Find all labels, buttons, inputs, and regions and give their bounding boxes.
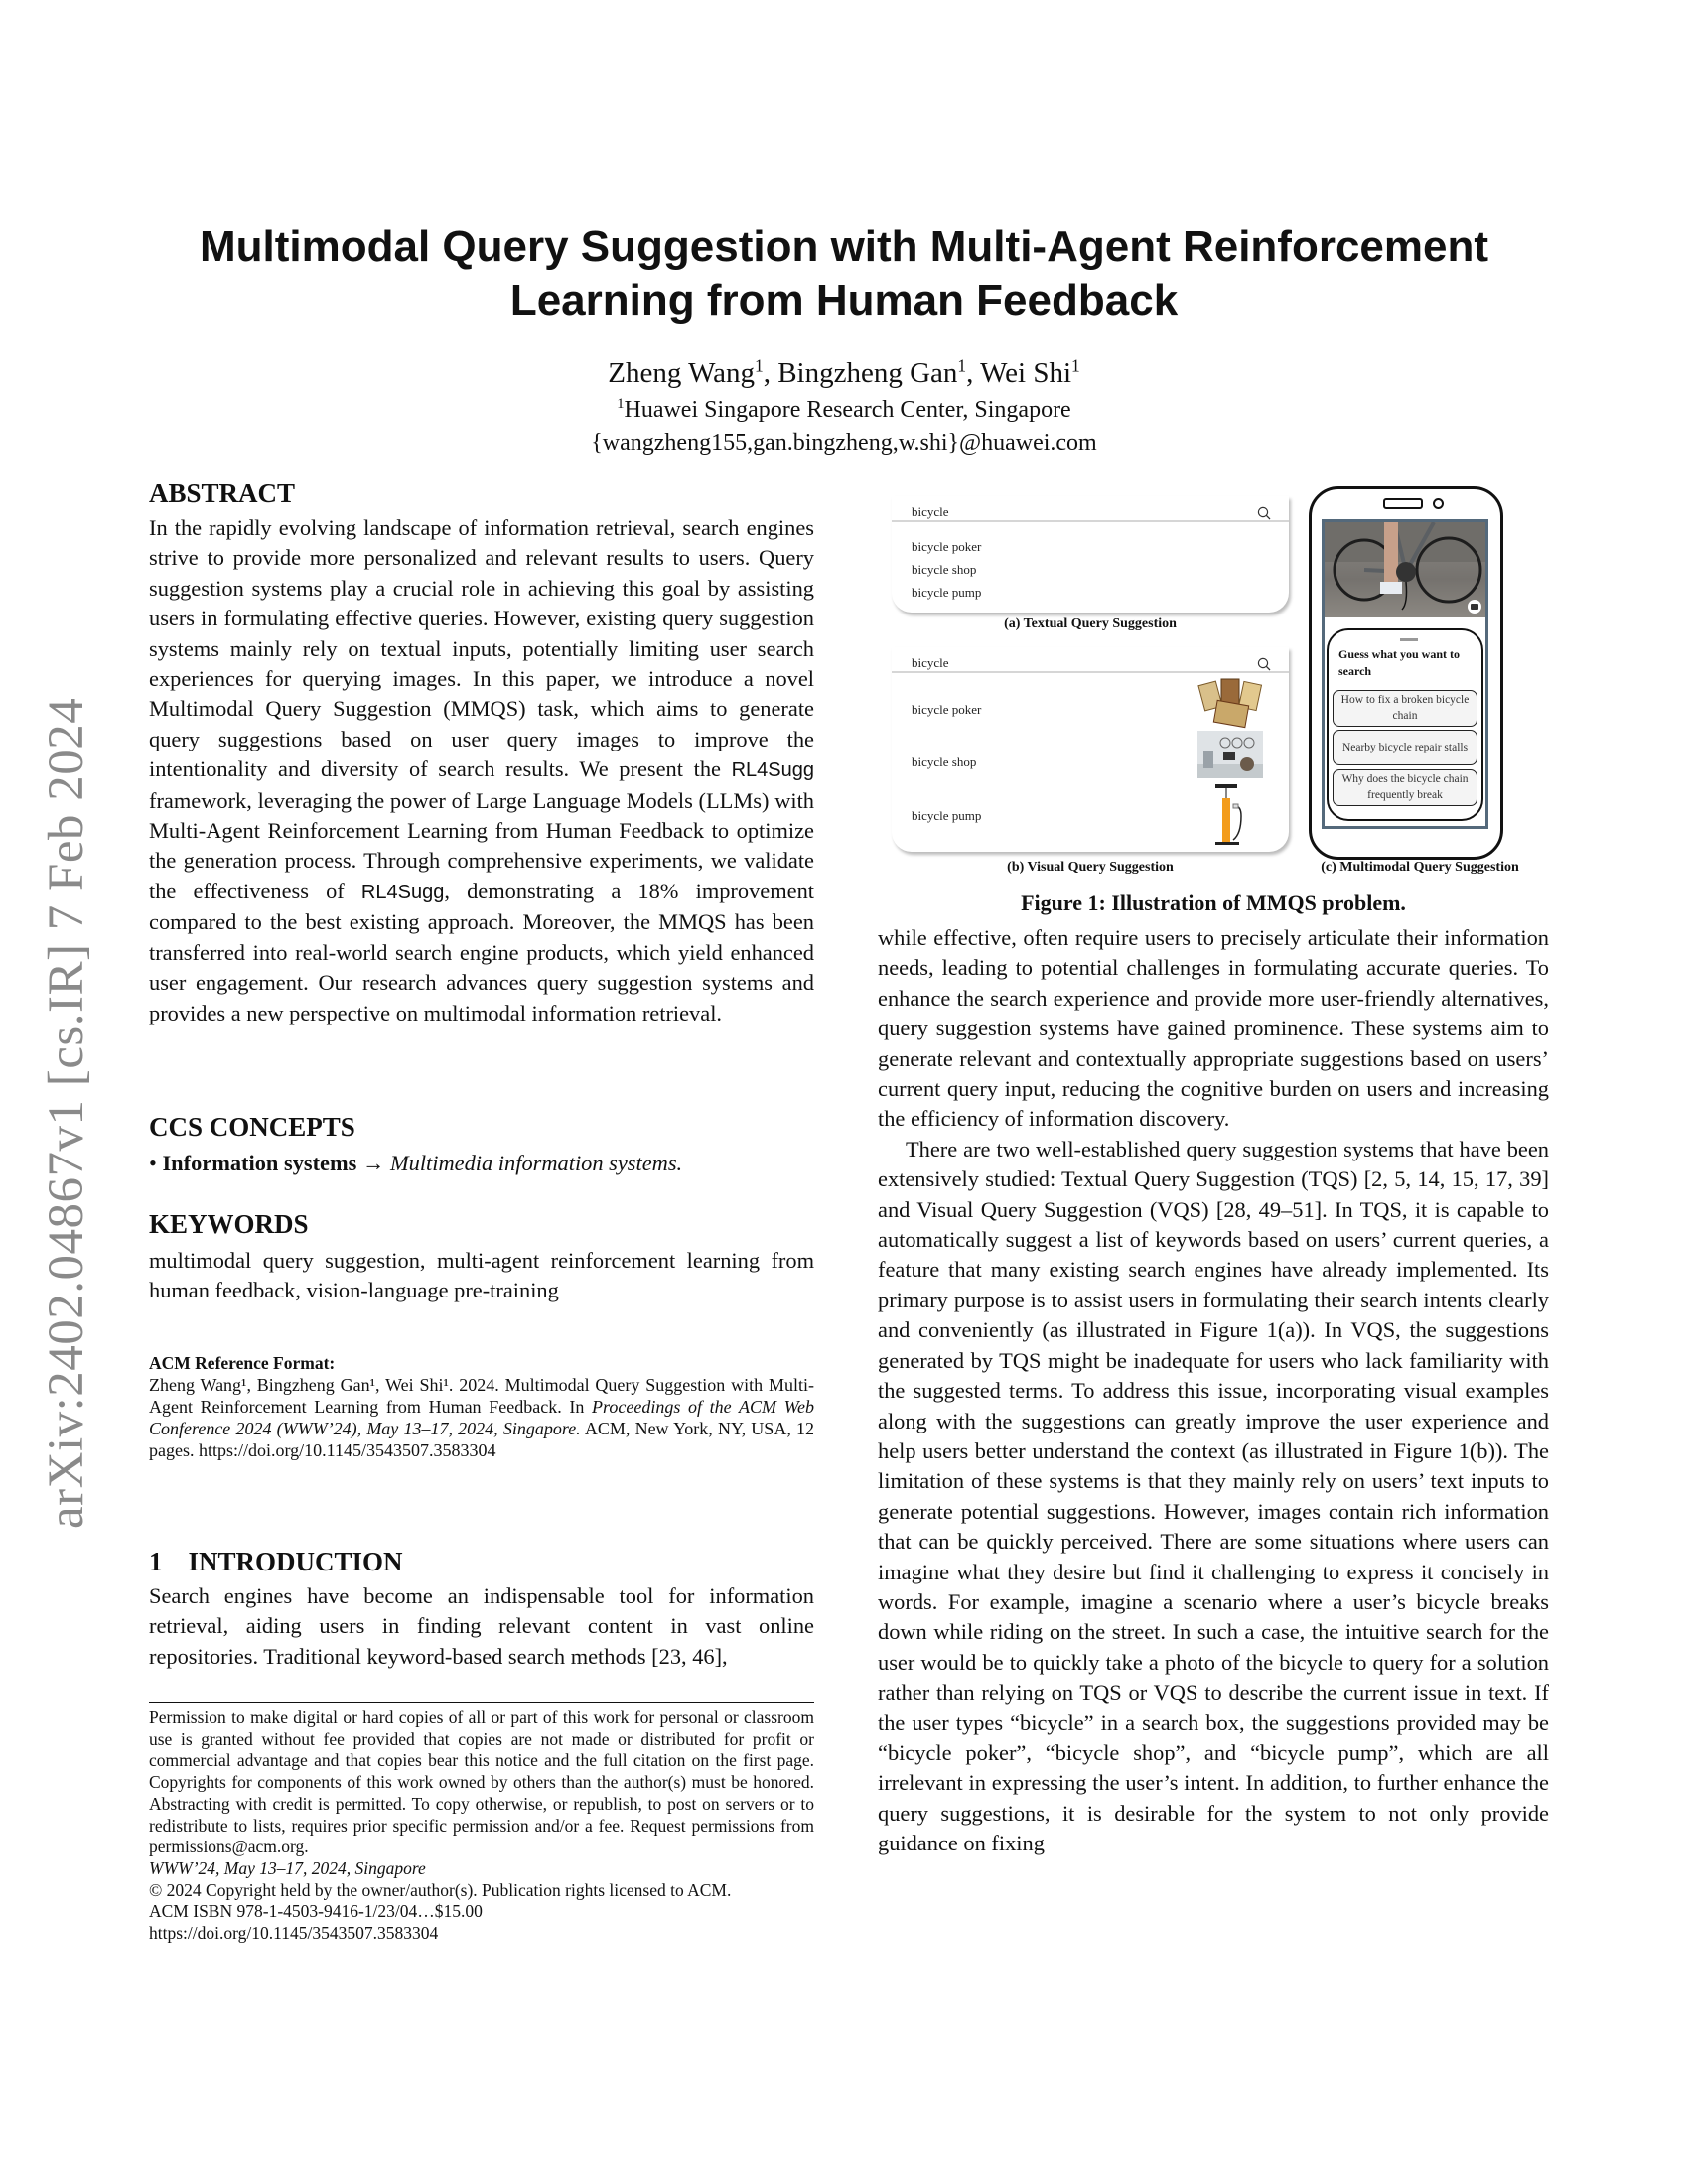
suggestion-item[interactable]: bicycle pump [912, 808, 982, 823]
footnote-isbn: ACM ISBN 978-1-4503-9416-1/23/04…$15.00 [149, 1901, 483, 1922]
paper-title [139, 220, 1549, 328]
visual-query-panel [892, 647, 1289, 852]
author-name: Zheng Wang [608, 357, 755, 389]
introduction-section [149, 1547, 814, 1672]
ccs-concept: • Information systems → Multimedia information systems. [149, 1151, 683, 1175]
phone-camera [1433, 498, 1444, 509]
phone-mockup [1309, 486, 1503, 860]
figure-caption: Figure 1: Illustration of MMQS problem. [1021, 890, 1406, 915]
drag-handle[interactable] [1400, 638, 1418, 641]
introduction-text-right: while effective, often require users to precisely articulate their information needs, leading to potential challenges in formulating accurate queries. To enhance the search experience and provide more user-friendly alternatives, query suggestion systems have gained prominence. These systems aim to generate relevant and contextually appropriate suggestions based on users’ current query input, reducing the cognitive burden on users and increasing the efficiency of information discovery. [878, 925, 1549, 1132]
phone-speaker [1383, 498, 1423, 509]
introduction-heading: 1 INTRODUCTION [149, 1547, 403, 1576]
author-list: Zheng Wang$^1$, Bingzheng Gan$^1$, Wei Shi$^1$ [608, 355, 1080, 389]
playing-cards-thumbnail [1197, 677, 1263, 729]
suggestion-item[interactable]: bicycle poker [912, 539, 982, 554]
author-name: Wei Shi [980, 357, 1072, 389]
author-emails: {wangzheng155,gan.bingzheng,w.shi}@huawei.com [591, 430, 1097, 456]
sheet-prompt: Guess what you want to search [1338, 647, 1461, 678]
bike-pump-thumbnail [1197, 782, 1263, 848]
suggestion-item[interactable]: bicycle shop [912, 562, 977, 577]
bike-shop-thumbnail [1197, 731, 1263, 778]
search-bar[interactable] [892, 496, 1289, 522]
abstract-section [149, 478, 814, 1028]
suggestion-chip[interactable]: Why does the bicycle chain frequently break [1333, 769, 1477, 806]
ccs-heading: CCS CONCEPTS [149, 1112, 355, 1142]
introduction-paragraph-2: There are two well-established query suggestion systems that have been extensively studied: Textual Query Suggestion (TQS) [2, 5, 14, 15, 17, 39] and Visual Query Suggestion (VQS) [28, 49–51]. In TQS, it is capable to automatically suggest a list of keywords based on users’ current queries, a feature that many existing search engines have already implemented. Its primary purpose is to assist users in formulating their search intents clearly and conveniently (as illustrated in Figure 1(a)). In VQS, the suggestions generated by TQS might be inadequate for users who lack familiarity with the suggested terms. To address this issue, incorporating visual examples along with the suggestions can greatly improve the user experience and help users better understand the context (as illustrated in Figure 1(b)). The limitation of these systems is that they mainly rely on users’ text inputs to generate potential suggestions. However, images contain rich information that can be quickly perceived. There are some situations where users can imagine what they desire but find it challenging to express it concisely in words. For example, imagine a scenario where a user’s bicycle breaks down while riding on the street. In such a case, the intuitive search for the user would be to quickly take a photo of the bicycle to query for a solution rather than relying on TQS or VQS to describe the current issue in text. If the user types “bicycle” in a search box, the suggestions provided may be “bicycle poker”, “bicycle shop”, and “bicycle pump”, which are all irrelevant in expressing the user’s intent. In addition, to further enhance the query suggestions, it is desirable for the system to not only provide guidance on fixing [878, 1136, 1549, 1856]
search-icon[interactable] [1257, 506, 1271, 520]
suggestion-item[interactable]: bicycle shop [912, 754, 977, 769]
keywords-text: multimodal query suggestion, multi-agent reinforcement learning from human feedback, vision-language pre-training [149, 1248, 814, 1303]
panel-a-caption: (a) Textual Query Suggestion [1004, 616, 1177, 631]
permission-text: Permission to make digital or hard copies of all or part of this work for personal or classroom use is granted without fee provided that copies are not made or distributed for profit or commercial advantage and that copies bear this notice and the full citation on the first page. Copyrights for components of this work owned by others than the author(s) must be honored. Abstracting with credit is permitted. To copy otherwise, or republish, to post on servers or to redistribute to lists, requires prior specific permission and/or a fee. Request permissions from permissions@acm.org. [149, 1707, 814, 1857]
permission-footnote [149, 1707, 814, 1945]
textual-query-panel [892, 496, 1289, 613]
introduction-text-left: Search engines have become an indispensable tool for information retrieval, aiding users in finding relevant content in vast online repositories. Traditional keyword-based search methods [23, 46], [149, 1583, 814, 1669]
abstract-heading: ABSTRACT [149, 478, 296, 508]
suggestion-item[interactable]: bicycle poker [912, 702, 982, 717]
bicycle-photo [1325, 522, 1485, 617]
footnote-divider [149, 1702, 814, 1703]
title-line-2: Learning from Human Feedback [509, 276, 1179, 325]
suggestion-chip[interactable]: Nearby bicycle repair stalls [1333, 730, 1477, 765]
author-name: Bingzheng Gan [777, 357, 958, 389]
acm-reference-text: Zheng Wang¹, Bingzheng Gan¹, Wei Shi¹. 2024. Multimodal Query Suggestion with Multi-Agent Reinforcement Learning from Human Feedback. In Proceedings of the ACM Web Conference 2024 (WWW’24), May 13–17, 2024, Singapore. ACM, New York, NY, USA, 12 pages. https://doi.org/10.1145/3543507.3583304 [149, 1375, 815, 1460]
keywords-heading: KEYWORDS [149, 1209, 309, 1239]
affiliation: $^1$Huawei Singapore Research Center, Singapore [617, 396, 1071, 423]
suggestion-item[interactable]: bicycle pump [912, 585, 982, 600]
footnote-doi[interactable]: https://doi.org/10.1145/3543507.3583304 [149, 1923, 439, 1944]
acm-reference [149, 1352, 814, 1461]
search-query: bicycle [912, 504, 949, 519]
abstract-text: In the rapidly evolving landscape of information retrieval, search engines strive to provide more personalized and relevant results to users. Query suggestion systems play a crucial role in achieving this goal by assisting users in formulating effective queries. However, existing query suggestion systems mainly rely on textual inputs, potentially limiting user search experiences for querying images. In this paper, we introduce a novel Multimodal Query Suggestion (MMQS) task, which aims to generate query suggestions based on user query images to improve the intentionality and diversity of search results. We present the RL4Sugg framework, leveraging the power of Large Language Models (LLMs) with Multi-Agent Reinforcement Learning from Human Feedback to optimize the generation process. Through comprehensive experiments, we validate the effectiveness of RL4Sugg, demonstrating a 18% improvement compared to the best existing approach. Moreover, the MMQS has been transferred into real-world search engine products, which yield enhanced user engagement. Our research advances query suggestion systems and provides a new perspective on multimodal information retrieval. [149, 515, 814, 1025]
ccs-section [149, 1112, 814, 1178]
camera-icon[interactable] [1468, 600, 1481, 614]
panel-c-caption: (c) Multimodal Query Suggestion [1321, 860, 1519, 875]
arxiv-stamp: arXiv:2402.04867v1 [cs.IR] 7 Feb 2024 [39, 697, 94, 1529]
suggestion-sheet [1327, 628, 1483, 821]
suggestion-chip[interactable]: How to fix a broken bicycle chain [1333, 690, 1477, 727]
footnote-copyright: © 2024 Copyright held by the owner/author(s). Publication rights licensed to ACM. [149, 1879, 732, 1900]
acm-reference-heading: ACM Reference Format: [149, 1353, 336, 1373]
phone-screen [1322, 519, 1488, 829]
panel-b-caption: (b) Visual Query Suggestion [1007, 860, 1174, 875]
search-icon[interactable] [1257, 657, 1271, 671]
title-line-1: Multimodal Query Suggestion with Multi-Agent Reinforcement [199, 222, 1489, 271]
search-bar[interactable] [892, 647, 1289, 673]
keywords-section [149, 1209, 814, 1306]
introduction-continued [878, 923, 1549, 1859]
search-query: bicycle [912, 655, 949, 670]
footnote-venue: WWW’24, May 13–17, 2024, Singapore [149, 1857, 426, 1878]
